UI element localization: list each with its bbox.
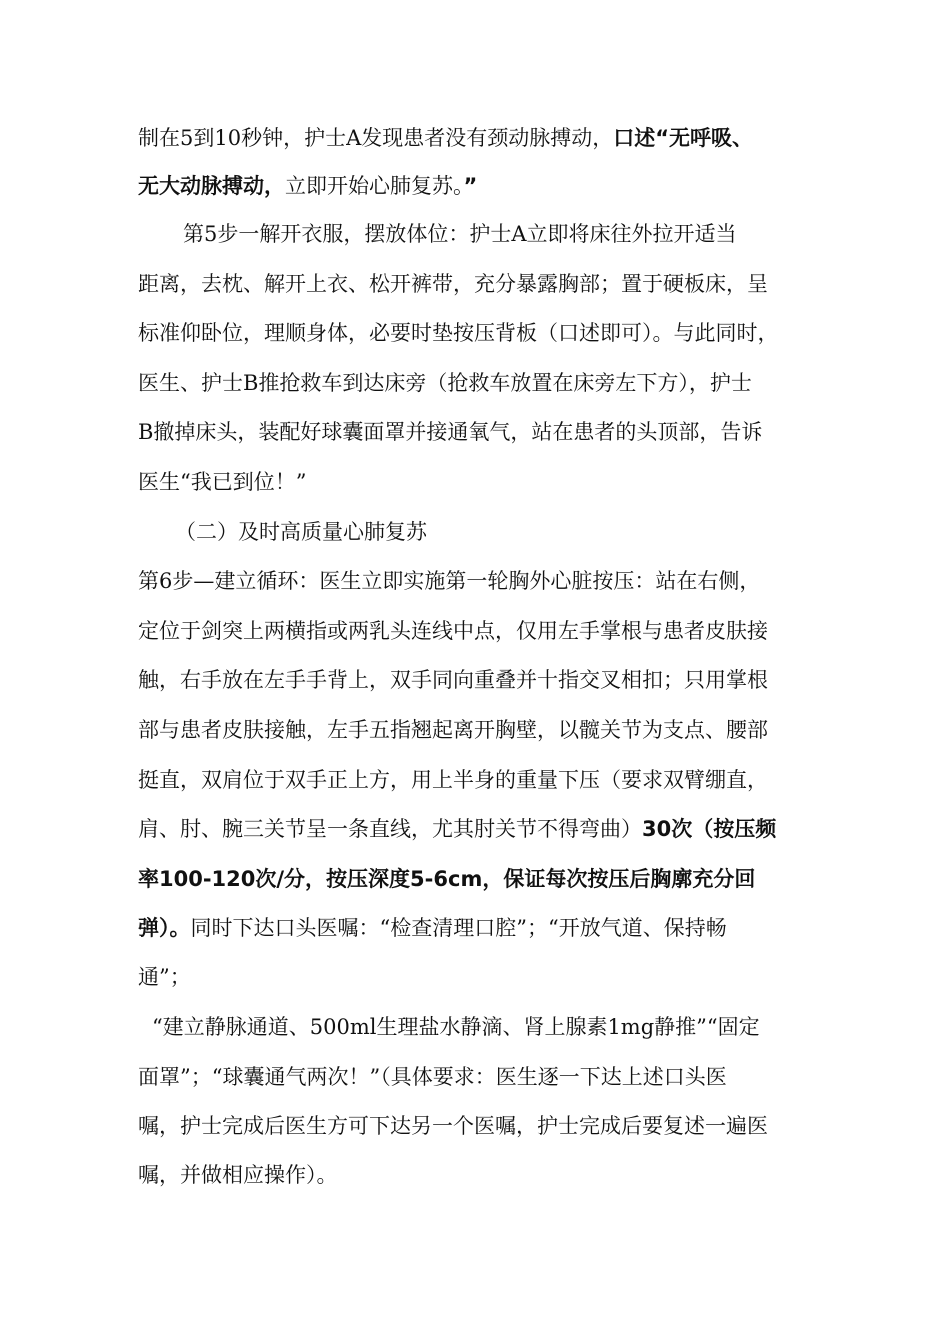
text-line: 嘱，护士完成后医生方可下达另一个医嘱，护士完成后要复述一遍医 <box>138 1114 768 1138</box>
text-line: 嘱，并做相应操作）。 <box>138 1163 338 1187</box>
text-line: 第5步一解开衣服，摆放体位：护士A立即将床往外拉开适当 <box>183 222 737 246</box>
text-run: 制在5到10秒钟，护士A发现患者没有颈动脉搏动， <box>138 126 614 150</box>
text-line <box>138 172 477 200</box>
text-line: 挺直，双肩位于双手正上方，用上半身的重量下压（要求双臂绷直， <box>138 768 768 792</box>
text-line <box>138 815 776 843</box>
text-line: “建立静脉通道、500ml生理盐水静滴、肾上腺素1mg静推”“固定 <box>152 1015 760 1039</box>
bold-text-run: ” <box>463 174 478 198</box>
text-line: 触，右手放在左手手背上，双手同向重叠并十指交叉相扣；只用掌根 <box>138 668 768 692</box>
text-line: 定位于剑突上两横指或两乳头连线中点，仅用左手掌根与患者皮肤接 <box>138 619 768 643</box>
text-line: 第6步—建立循环：医生立即实施第一轮胸外心脏按压：站在右侧， <box>138 569 761 593</box>
text-line: 面罩”；“球囊通气两次！”（具体要求：医生逐一下达上述口头医 <box>138 1065 727 1089</box>
text-line: 医生“我已到位！” <box>138 470 307 494</box>
section-heading: （二）及时高质量心肺复苏 <box>175 520 427 544</box>
bold-text-run: 30次（按压频 <box>642 817 777 841</box>
bold-text-run: 口述“无呼吸、 <box>613 126 754 150</box>
bold-text-line: 率100-120次/分，按压深度5-6cm，保证每次按压后胸廓充分回 <box>138 867 756 891</box>
text-line: 距离，去枕、解开上衣、松开裤带，充分暴露胸部；置于硬板床，呈 <box>138 272 768 296</box>
text-run: 肩、肘、腕三关节呈一条直线，尤其肘关节不得弯曲） <box>138 817 642 841</box>
text-line: B撤掉床头，装配好球囊面罩并接通氧气，站在患者的头顶部，告诉 <box>138 420 763 444</box>
text-line: 标准仰卧位，理顺身体，必要时垫按压背板（口述即可）。与此同时， <box>138 321 779 345</box>
text-line: 通”； <box>138 965 191 989</box>
text-line <box>138 914 727 942</box>
text-line <box>138 124 753 152</box>
text-run: 同时下达口头医嘱：“检查清理口腔”；“开放气道、保持畅 <box>190 916 727 940</box>
text-line: 医生、护士B推抢救车到达床旁（抢救车放置在床旁左下方），护士 <box>138 371 752 395</box>
bold-text-run: 弹）。 <box>138 916 191 940</box>
bold-text-run: 无大动脉搏动， <box>138 174 285 198</box>
text-run: 立即开始心肺复苏。 <box>285 174 464 198</box>
text-line: 部与患者皮肤接触，左手五指翘起离开胸壁，以髋关节为支点、腰部 <box>138 718 768 742</box>
